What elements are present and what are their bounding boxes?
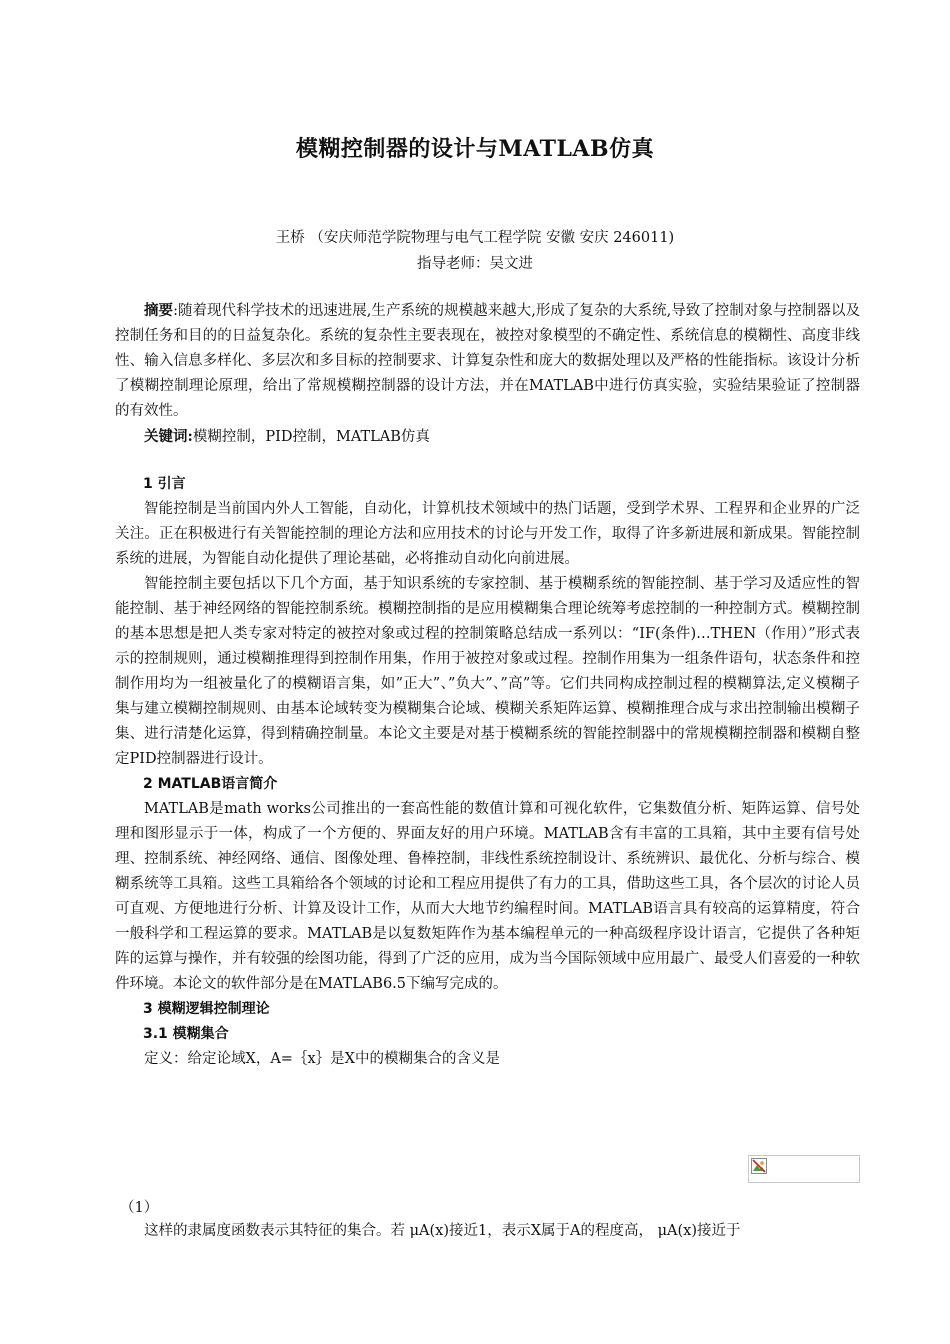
keywords-label: 关键词: [144, 428, 193, 445]
abstract-text: :随着现代科学技术的迅速进展,生产系统的规模越来越大,形成了复杂的大系统,导致了控制对象与控制器以及控制任务和目的的日益复杂化。系统的复杂性主要表现在，被控对象模型的不确定性、系统信息的模糊性、高度非线性、输入信息多样化、多层次和多目标的控制要求、计算复杂性和庞大的数据处理以及严格的性能指标。该设计分析了模糊控制理论原理，给出了常规模糊控制器的设计方法，并在MATLAB中进行仿真实验，实验结果验证了控制器的有效性。 [115, 303, 861, 419]
section-1-paragraph-1: 智能控制是当前国内外人工智能，自动化，计算机技术领域中的热门话题，受到学术界、工程界和企业界的广泛关注。正在积极进行有关智能控制的理论方法和应用技术的讨论与开发工作，取得了许多新进展和新成果。智能控制系统的进展，为智能自动化提供了理论基础，必将推动自动化向前进展。 [115, 501, 860, 567]
main-text [115, 298, 860, 1072]
keywords-text: 模糊控制，PID控制，MATLAB仿真 [192, 429, 430, 445]
author-line: 王桥 （安庆师范学院物理与电气工程学院 安徽 安庆 246011) [275, 230, 675, 246]
paper-title: 模糊控制器的设计与MATLAB仿真 [295, 136, 655, 162]
broken-formula-image [748, 1155, 860, 1183]
section-3-1-heading: 3.1 模糊集合 [143, 1026, 229, 1042]
section-3-heading: 3 模糊逻辑控制理论 [143, 1001, 270, 1017]
section-2-heading: 2 MATLAB语言简介 [143, 776, 278, 792]
spacer [115, 450, 860, 472]
keywords-paragraph [115, 424, 860, 450]
section-1-heading: 1 引言 [143, 476, 186, 492]
abstract-paragraph [115, 298, 860, 424]
abstract-label: 摘要 [144, 302, 174, 319]
equation-number: （1） [120, 1200, 159, 1216]
broken-image-icon [751, 1158, 767, 1174]
main-text-continued [115, 1219, 860, 1244]
section-3-paragraph-2: 这样的隶属度函数表示其特征的集合。若 μA(x)接近1，表示X属于A的程度高， μA(x)接近于 [144, 1223, 741, 1239]
section-3-paragraph-1: 定义：给定论域X，A=｛x｝是X中的模糊集合的含义是 [144, 1051, 500, 1067]
section-2-paragraph-1: MATLAB是math works公司推出的一套高性能的数值计算和可视化软件，它集数值分析、矩阵运算、信号处理和图形显示于一体，构成了一个方便的、界面友好的用户环境。MATLAB含有丰富的工具箱，其中主要有信号处理、控制系统、神经网络、通信、图像处理、鲁棒控制，非线性系统控制设计、系统辨识、最优化、分析与综合、模糊系统等工具箱。这些工具箱给各个领域的讨论和工程应用提供了有力的工具，借助这些工具，各个层次的讨论人员可直观、方便地进行分析、计算及设计工作，从而大大地节约编程时间。MATLAB语言具有较高的运算精度，符合一般科学和工程运算的要求。MATLAB是以复数矩阵作为基本编程单元的一种高级程序设计语言，它提供了各种矩阵的运算与操作，并有较强的绘图功能，得到了广泛的应用，成为当今国际领域中应用最广、最受人们喜爱的一种软件环境。本论文的软件部分是在MATLAB6.5下编写完成的。 [115, 801, 860, 992]
advisor-line: 指导老师：吴文进 [417, 256, 533, 272]
section-1-paragraph-2: 智能控制主要包括以下几个方面，基于知识系统的专家控制、基于模糊系统的智能控制、基于学习及适应性的智能控制、基于神经网络的智能控制系统。模糊控制指的是应用模糊集合理论统筹考虑控制的一种控制方式。模糊控制的基本思想是把人类专家对特定的被控对象或过程的控制策略总结成一系列以：“IF(条件)…THEN（作用）”形式表示的控制规则，通过模糊推理得到控制作用集，作用于被控对象或过程。控制作用集为一组条件语句，状态条件和控制作用均为一组被量化了的模糊语言集，如”正大”、”负大”、”高”等。它们共同构成控制过程的模糊算法,定义模糊子集与建立模糊控制规则、由基本论域转变为模糊集合论域、模糊关系矩阵运算、模糊推理合成与求出控制输出模糊子集、进行清楚化运算，得到精确控制量。本论文主要是对基于模糊系统的智能控制器中的常规模糊控制器和模糊自整定PID控制器进行设计。 [115, 576, 860, 767]
